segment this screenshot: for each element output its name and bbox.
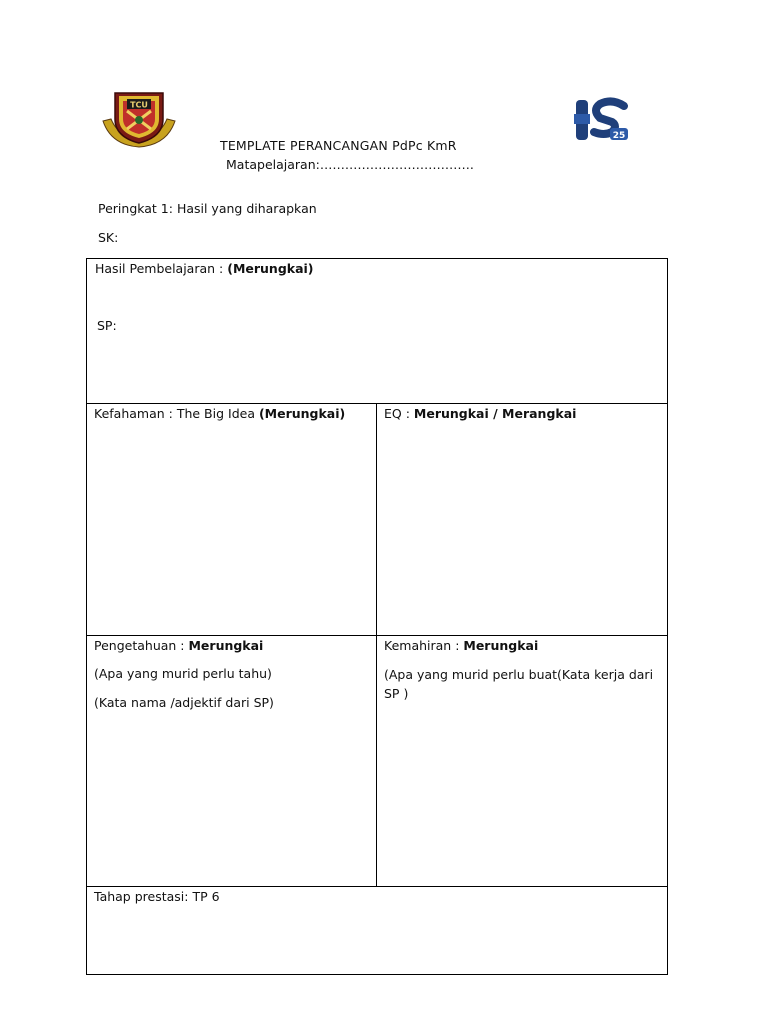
eq-label: EQ : [384,406,414,421]
knowledge-label-bold: Merungkai [188,638,264,653]
learning-outcome-label-bold: (Merungkai) [227,261,314,276]
knowledge-cell [94,638,263,654]
school-crest-logo [101,83,177,151]
row-divider-3 [86,886,668,887]
planning-table [86,258,668,975]
document-title: TEMPLATE PERANCANGAN PdPc KmR [220,138,457,153]
eq-label-bold: Merungkai / Merangkai [413,406,577,421]
program-logo [572,96,630,144]
learning-outcome-label: Hasil Pembelajaran : [95,261,228,276]
sk-label: SK: [98,230,119,245]
skills-cell [384,638,538,654]
knowledge-label: Pengetahuan : [94,638,189,653]
sp-label: SP: [97,318,117,333]
achievement-level-label: Tahap prestasi: TP 6 [94,889,220,904]
understanding-cell [94,406,345,422]
skills-line-1: (Apa yang murid perlu buat(Kata kerja dari SP ) [384,667,654,701]
logo-number: 25 [612,131,626,141]
understanding-label-bold: (Merungkai) [258,406,346,421]
crest-text: TCU [130,100,148,110]
knowledge-line-2: (Kata nama /adjektif dari SP) [94,695,274,710]
knowledge-line-1: (Apa yang murid perlu tahu) [94,666,272,681]
eq-cell [384,406,576,422]
skills-label-bold: Merungkai [463,638,539,653]
skills-label: Kemahiran : [384,638,464,653]
level-heading: Peringkat 1: Hasil yang diharapkan [98,201,317,216]
row-divider-2 [86,635,668,636]
learning-outcome-cell [95,261,314,277]
understanding-label: Kefahaman : The Big Idea [94,406,259,421]
subject-line: Matapelajaran:………………………………. [226,157,474,172]
column-divider [376,403,377,886]
row-divider-1 [86,403,668,404]
